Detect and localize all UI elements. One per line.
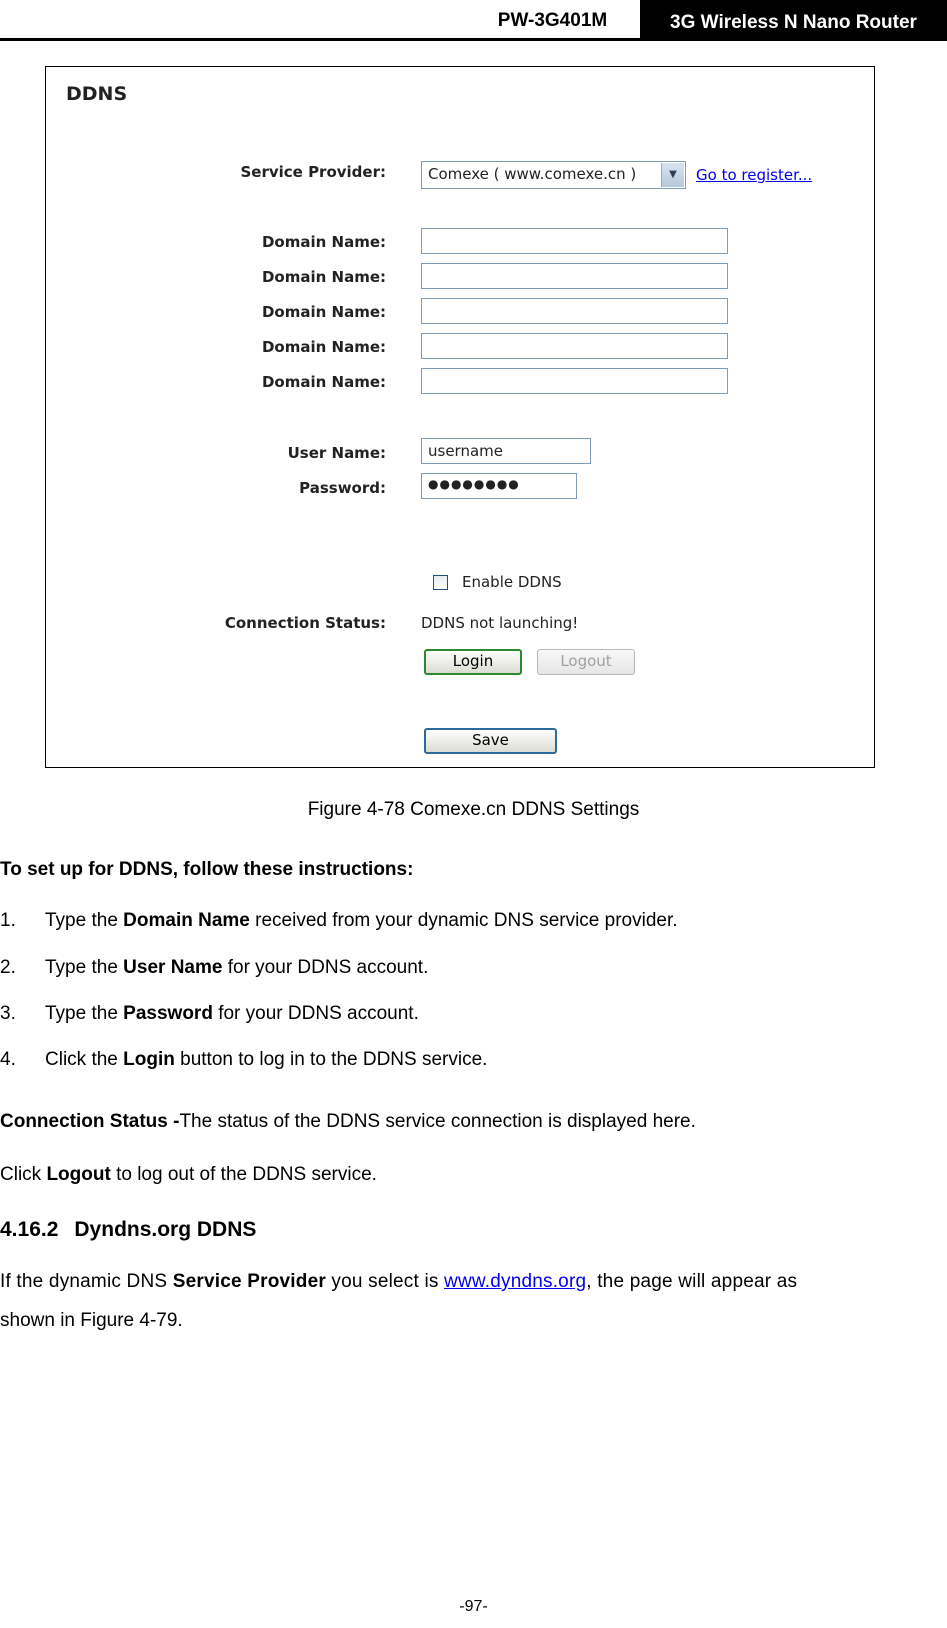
step-2-bold: User Name (123, 957, 223, 978)
domain-name-input-5[interactable] (421, 368, 728, 394)
service-provider-value: Comexe ( www.comexe.cn ) (428, 165, 637, 183)
section-title: Dyndns.org DDNS (74, 1218, 257, 1241)
step-2-post: for your DDNS account. (222, 957, 429, 978)
user-name-label: User Name: (287, 444, 386, 462)
step-1 (45, 910, 678, 932)
domain-name-label-4: Domain Name: (261, 338, 386, 356)
step-1-post: received from your dynamic DNS service provider. (249, 910, 678, 931)
header-rule (0, 38, 947, 41)
section-heading (0, 1218, 256, 1242)
domain-name-label-5: Domain Name: (261, 373, 386, 391)
service-provider-select[interactable] (421, 161, 686, 189)
domain-name-input-2[interactable] (421, 263, 728, 289)
domain-name-label-1: Domain Name: (261, 233, 386, 251)
dyndns-paragraph-line1 (0, 1270, 797, 1294)
domain-name-input-3[interactable] (421, 298, 728, 324)
connection-status-term: Connection Status - (0, 1111, 180, 1132)
logout-term: Logout (46, 1164, 111, 1185)
page-number: -97- (459, 1598, 488, 1615)
connection-status-paragraph (0, 1110, 696, 1134)
domain-name-label-3: Domain Name: (261, 303, 386, 321)
figure-caption: Figure 4-78 Comexe.cn DDNS Settings (307, 799, 640, 820)
domain-name-label-2: Domain Name: (261, 268, 386, 286)
step-3-bold: Password (123, 1003, 213, 1024)
logout-paragraph (0, 1163, 377, 1187)
password-input[interactable]: ●●●●●●●● (421, 473, 577, 499)
enable-ddns-label: Enable DDNS (462, 573, 562, 591)
step-number-2: 2. (0, 957, 16, 978)
ddns-settings-figure (45, 66, 875, 768)
chevron-down-icon[interactable]: ▼ (661, 163, 684, 187)
dyndns-pre: If the dynamic DNS (0, 1271, 173, 1292)
step-number-1: 1. (0, 910, 16, 931)
domain-name-input-4[interactable] (421, 333, 728, 359)
connection-status-label: Connection Status: (224, 614, 386, 632)
password-label: Password: (299, 479, 386, 497)
register-link[interactable]: Go to register... (696, 166, 813, 184)
login-button[interactable]: Login (424, 649, 522, 675)
logout-post: to log out of the DDNS service. (110, 1164, 377, 1185)
step-3-post: for your DDNS account. (212, 1003, 419, 1024)
step-number-3: 3. (0, 1003, 16, 1024)
logout-pre: Click (0, 1164, 47, 1185)
step-4-pre: Click the (45, 1049, 124, 1070)
product-name: 3G Wireless N Nano Router (640, 0, 947, 40)
step-1-bold: Domain Name (123, 910, 250, 931)
step-2-pre: Type the (45, 957, 124, 978)
step-3 (45, 1003, 419, 1025)
step-number-4: 4. (0, 1049, 16, 1070)
section-number: 4.16.2 (0, 1218, 59, 1241)
connection-status-value: DDNS not launching! (421, 614, 579, 632)
user-name-input[interactable]: username (421, 438, 591, 464)
dyndns-mid: you select is (325, 1271, 445, 1292)
step-4-post: button to log in to the DDNS service. (174, 1049, 488, 1070)
step-4 (45, 1049, 487, 1071)
page-header (0, 0, 947, 42)
connection-status-desc: The status of the DDNS service connection is displayed here. (179, 1111, 696, 1132)
service-provider-label: Service Provider: (240, 163, 386, 181)
domain-name-input-1[interactable] (421, 228, 728, 254)
logout-button[interactable]: Logout (537, 649, 635, 675)
figure-title: DDNS (66, 83, 128, 105)
step-3-pre: Type the (45, 1003, 124, 1024)
save-button[interactable]: Save (424, 728, 557, 754)
model-name: PW-3G401M (497, 10, 608, 31)
step-1-pre: Type the (45, 910, 124, 931)
enable-ddns-checkbox[interactable] (433, 575, 448, 590)
step-4-bold: Login (123, 1049, 175, 1070)
dyndns-paragraph-line2: shown in Figure 4-79. (0, 1310, 183, 1331)
instructions-heading: To set up for DDNS, follow these instructions: (0, 859, 414, 880)
dyndns-post: , the page will appear as (586, 1271, 798, 1292)
dyndns-bold: Service Provider (172, 1271, 326, 1292)
step-2 (45, 957, 428, 979)
dyndns-link[interactable]: www.dyndns.org (444, 1271, 587, 1292)
